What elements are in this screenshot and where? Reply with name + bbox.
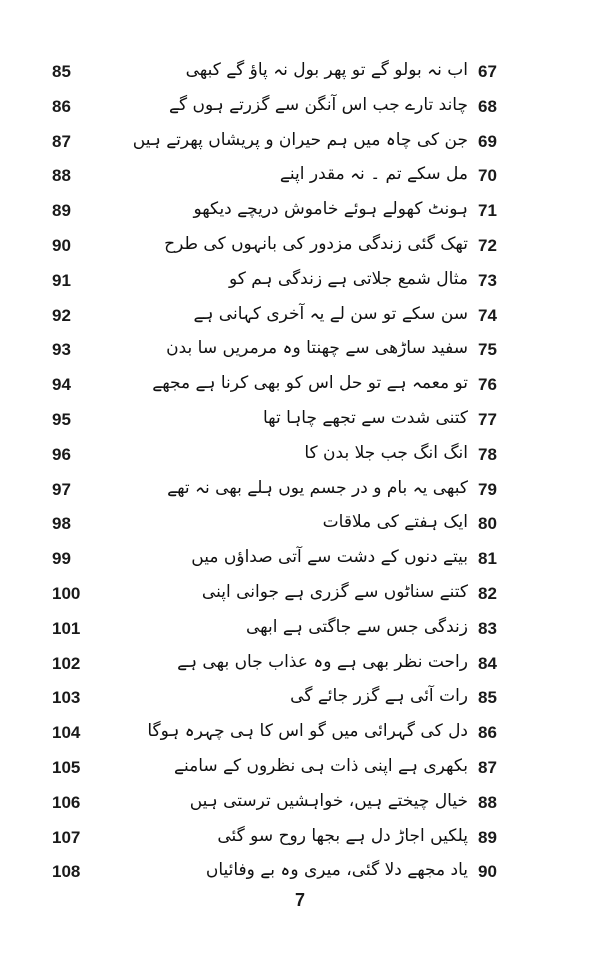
- toc-row: [0, 124, 600, 159]
- toc-page-number: 107: [52, 827, 81, 847]
- toc-page-number: 91: [52, 270, 71, 290]
- toc-page-number: 101: [52, 618, 81, 638]
- toc-entry-number: 87: [478, 757, 497, 777]
- toc-entry-title: جن کی چاہ میں ہم حیران و پریشاں پھرتے ہیں: [132, 129, 468, 150]
- toc-entry-title: کتنے سناٹوں سے گزری ہے جوانی اپنی: [201, 581, 468, 602]
- toc-page-number: 95: [52, 409, 71, 429]
- toc-page-number: 94: [52, 375, 71, 395]
- toc-page-number: 106: [52, 792, 81, 812]
- toc-entry-title: رات آئی ہے گزر جائے گی: [290, 686, 468, 707]
- toc-entry-title: مثال شمع جلاتی ہے زندگی ہم کو: [228, 268, 468, 289]
- toc-page-number: 88: [52, 166, 71, 186]
- toc-row: [0, 228, 600, 263]
- toc-entry-title: پلکیں اجاڑ دل ہے بجھا روح سو گئی: [217, 825, 468, 846]
- toc-entry-number: 84: [478, 653, 497, 673]
- toc-row: [0, 472, 600, 507]
- toc-row: [0, 89, 600, 124]
- toc-entry-number: 86: [478, 723, 497, 743]
- toc-entry-number: 77: [478, 409, 497, 429]
- toc-entry-title: سن سکے تو سن لے یہ آخری کہانی ہے: [193, 303, 468, 324]
- toc-entry-title: راحت نظر بھی ہے وہ عذاب جاں بھی ہے: [177, 651, 468, 672]
- toc-entry-number: 79: [478, 479, 497, 499]
- toc-entry-number: 73: [478, 270, 497, 290]
- toc-entry-number: 78: [478, 444, 497, 464]
- toc-entry-title: ایک ہفتے کی ملاقات: [322, 512, 468, 533]
- toc-entry-title: خیال چیختے ہیں، خواہشیں ترستی ہیں: [189, 790, 468, 811]
- toc-entry-title: چاند تارے جب اس آنگن سے گزرتے ہوں گے: [169, 94, 468, 115]
- toc-entry-title: تھک گئی زندگی مزدور کی بانہوں کی طرح: [164, 233, 468, 254]
- toc-entry-number: 70: [478, 166, 497, 186]
- toc-page-number: 108: [52, 862, 81, 882]
- toc-entry-title: بیتے دنوں کے دشت سے آتی صداؤں میں: [191, 547, 468, 568]
- toc-page-number: 105: [52, 757, 81, 777]
- toc-row: [0, 854, 600, 889]
- toc-page-number: 103: [52, 688, 81, 708]
- table-of-contents: [0, 54, 600, 889]
- toc-entry-title: تو معمہ ہے تو حل اس کو بھی کرنا ہے مجھے: [152, 373, 468, 394]
- toc-entry-title: ہونٹ کھولے ہوئے خاموش دریچے دیکھو: [193, 199, 468, 220]
- toc-page-number: 85: [52, 62, 71, 81]
- toc-entry-title: سفید ساڑھی سے چھنتا وہ مرمریں سا بدن: [166, 338, 468, 359]
- toc-row: [0, 158, 600, 193]
- toc-page-number: 87: [52, 131, 71, 151]
- toc-entry-number: 68: [478, 96, 497, 116]
- toc-row: [0, 367, 600, 402]
- toc-row: [0, 332, 600, 367]
- toc-entry-number: 85: [478, 688, 497, 708]
- toc-entry-number: 89: [478, 827, 497, 847]
- toc-entry-number: 90: [478, 862, 497, 882]
- toc-entry-number: 72: [478, 235, 497, 255]
- toc-row: [0, 750, 600, 785]
- toc-page-number: 97: [52, 479, 71, 499]
- toc-page-number: 89: [52, 201, 71, 221]
- toc-page-number: 93: [52, 340, 71, 360]
- toc-entry-number: 81: [478, 549, 497, 569]
- toc-row: [0, 437, 600, 472]
- toc-entry-title: زندگی جس سے جاگتی ہے ابھی: [246, 616, 468, 637]
- toc-entry-title: کبھی یہ بام و در جسم یوں ہلے بھی نہ تھے: [167, 477, 468, 498]
- toc-entry-number: 88: [478, 792, 497, 812]
- toc-page-number: 92: [52, 305, 71, 325]
- toc-page-number: 100: [52, 583, 81, 603]
- toc-entry-number: 71: [478, 201, 497, 221]
- toc-row: [0, 820, 600, 855]
- toc-row: [0, 506, 600, 541]
- toc-entry-number: 76: [478, 375, 497, 395]
- toc-row: [0, 193, 600, 228]
- toc-entry-number: 67: [478, 62, 497, 81]
- toc-page-number: 99: [52, 549, 71, 569]
- toc-entry-title: انگ انگ جب جلا بدن کا: [304, 442, 468, 463]
- footer-page-number: 7: [294, 890, 305, 910]
- toc-row: [0, 54, 600, 89]
- toc-row: [0, 263, 600, 298]
- toc-row: [0, 680, 600, 715]
- toc-entry-number: 83: [478, 618, 497, 638]
- toc-entry-title: اب نہ بولو گے تو پھر بول نہ پاؤ گے کبھی: [185, 60, 468, 80]
- toc-entry-number: 75: [478, 340, 497, 360]
- toc-entry-title: یاد مجھے دلا گئی، میری وہ بے وفائیاں: [205, 860, 468, 881]
- toc-entry-number: 74: [478, 305, 497, 325]
- toc-page-number: 90: [52, 235, 71, 255]
- toc-page-number: 104: [52, 723, 81, 743]
- toc-entry-number: 80: [478, 514, 497, 534]
- toc-entry-title: مل سکے تم ۔ نہ مقدر اپنے: [279, 164, 468, 185]
- toc-row: [0, 785, 600, 820]
- toc-page-number: 98: [52, 514, 71, 534]
- toc-row: [0, 541, 600, 576]
- toc-row: [0, 646, 600, 681]
- toc-page-number: 102: [52, 653, 81, 673]
- toc-row: [0, 611, 600, 646]
- toc-row: [0, 402, 600, 437]
- toc-row: [0, 576, 600, 611]
- toc-row: [0, 298, 600, 333]
- toc-page-number: 96: [52, 444, 71, 464]
- toc-page-number: 86: [52, 96, 71, 116]
- toc-row: [0, 715, 600, 750]
- toc-entry-title: دل کی گہرائی میں گو اس کا ہی چہرہ ہوگا: [147, 721, 468, 742]
- toc-entry-number: 82: [478, 583, 497, 603]
- toc-entry-title: بکھری ہے اپنی ذات ہی نظروں کے سامنے: [174, 755, 468, 776]
- toc-entry-number: 69: [478, 131, 497, 151]
- toc-entry-title: کتنی شدت سے تجھے چاہا تھا: [263, 407, 468, 428]
